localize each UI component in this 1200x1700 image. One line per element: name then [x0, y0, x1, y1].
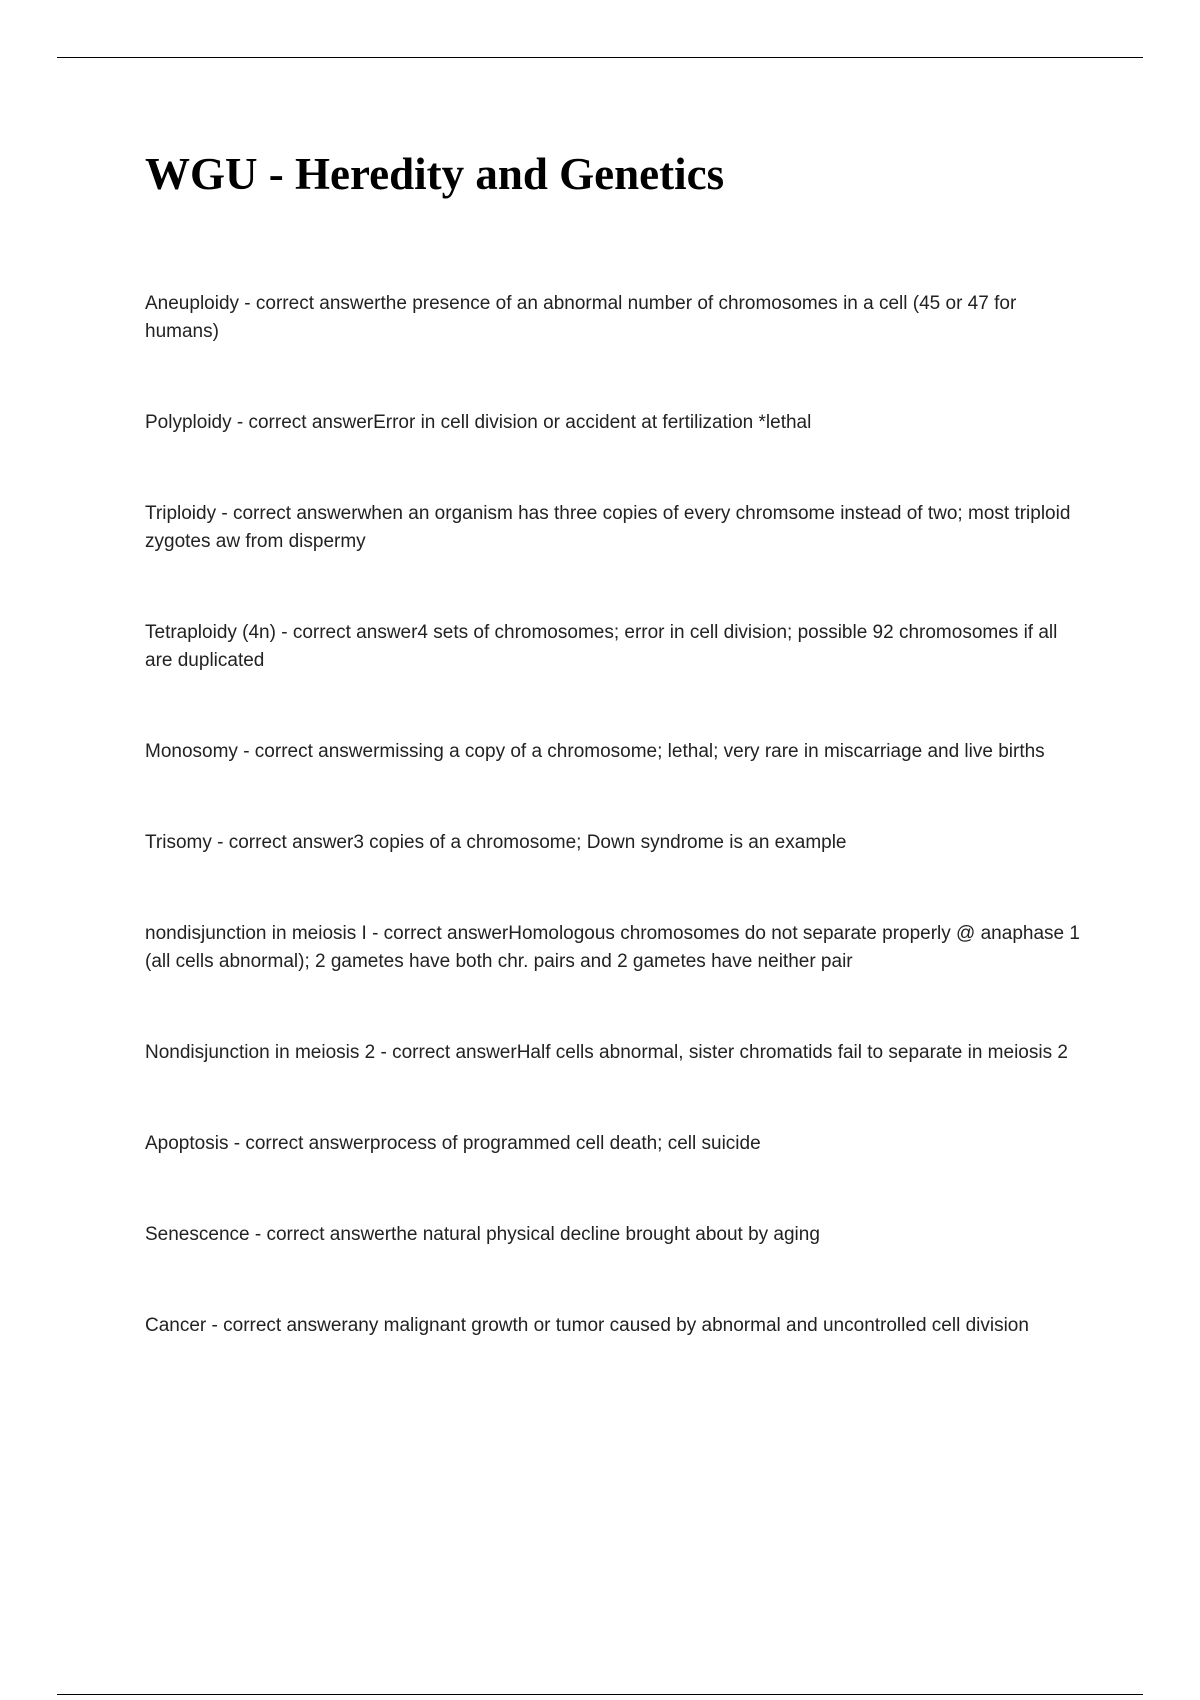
qa-entry-nondisjunction-meiosis-2: Nondisjunction in meiosis 2 - correct answerHalf cells abnormal, sister chromatids fail to separate in meiosis 2	[145, 1042, 1068, 1063]
qa-entry-nondisjunction-meiosis-1: nondisjunction in meiosis I - correct answerHomologous chromosomes do not separate properly @ anaphase 1 (all cells abnormal); 2 gametes have both chr. pairs and 2 gametes have neither pair	[145, 923, 1080, 972]
qa-entry-tetraploidy: Tetraploidy (4n) - correct answer4 sets of chromosomes; error in cell division; possible 92 chromosomes if all are duplicated	[145, 622, 1058, 671]
qa-entry-apoptosis: Apoptosis - correct answerprocess of programmed cell death; cell suicide	[145, 1133, 761, 1154]
page-title: WGU - Heredity and Genetics	[145, 149, 725, 199]
qa-entry-senescence: Senescence - correct answerthe natural physical decline brought about by aging	[145, 1224, 820, 1245]
qa-entry-triploidy: Triploidy - correct answerwhen an organism has three copies of every chromsome instead of two; most triploid zygotes aw from dispermy	[145, 503, 1071, 552]
header-rule	[57, 57, 1143, 58]
qa-list	[145, 290, 1085, 1340]
qa-entry-monosomy: Monosomy - correct answermissing a copy of a chromosome; lethal; very rare in miscarriage and live births	[145, 741, 1045, 762]
qa-entry-polyploidy: Polyploidy - correct answerError in cell division or accident at fertilization *lethal	[145, 412, 812, 433]
qa-entry-cancer: Cancer - correct answerany malignant growth or tumor caused by abnormal and uncontrolled cell division	[145, 1315, 1029, 1336]
footer-rule	[57, 1694, 1143, 1695]
qa-entry-trisomy: Trisomy - correct answer3 copies of a chromosome; Down syndrome is an example	[145, 832, 847, 853]
qa-entry-aneuploidy: Aneuploidy - correct answerthe presence of an abnormal number of chromosomes in a cell (45 or 47 for humans)	[145, 293, 1017, 342]
